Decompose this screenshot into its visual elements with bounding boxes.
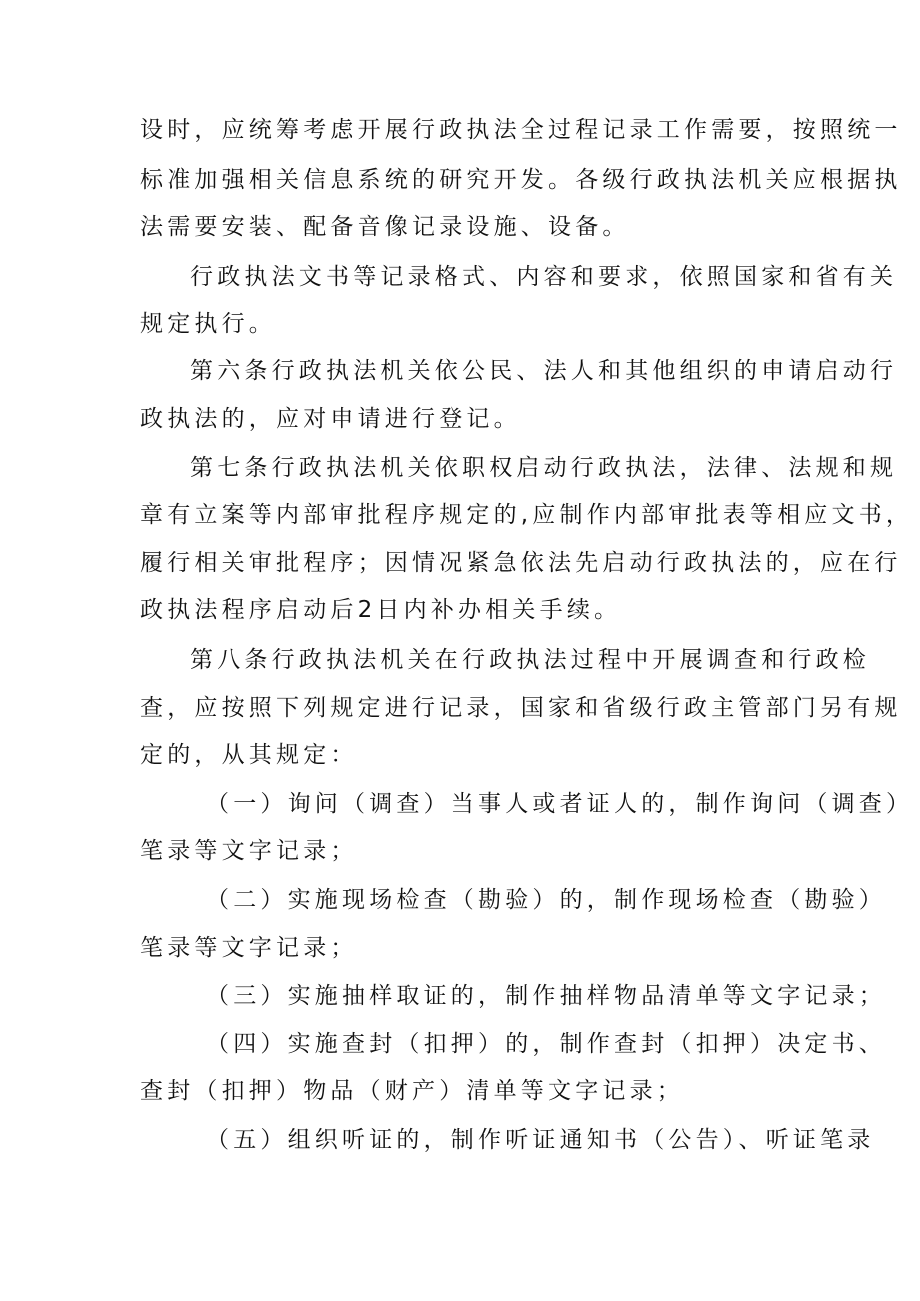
paragraph-line: 标准加强相关信息系统的研究开发。各级行政执法机关应根据执 xyxy=(140,167,902,193)
paragraph-line: 政执法的，应对申请进行登记。 xyxy=(140,406,521,432)
paragraph-line: 定的，从其规定： xyxy=(140,742,358,768)
paragraph-line: 查封（扣押）物品（财产）清单等文字记录； xyxy=(140,1078,684,1104)
paragraph-line: 查，应按照下列规定进行记录，国家和省级行政主管部门另有规 xyxy=(140,695,902,721)
article-8-heading-line: 第八条行政执法机关在行政执法过程中开展调查和行政检 xyxy=(190,647,870,673)
paragraph-line: 笔录等文字记录； xyxy=(140,838,358,864)
list-item-5-line: （五）组织听证的，制作听证通知书（公告）、听证笔录 xyxy=(206,1127,875,1153)
paragraph-line: 法需要安装、配备音像记录设施、设备。 xyxy=(140,214,630,240)
list-item-1-line: （一）询问（调查）当事人或者证人的，制作询问（调查） xyxy=(206,791,914,817)
paragraph-line: 规定执行。 xyxy=(140,311,276,337)
paragraph-line: 履行相关审批程序；因情况紧急依法先启动行政执法的，应在行 xyxy=(140,550,902,576)
article-6-heading-line: 第六条行政执法机关依公民、法人和其他组织的申请启动行 xyxy=(190,358,898,384)
article-7-heading-line: 第七条行政执法机关依职权启动行政执法，法律、法规和规 xyxy=(190,455,898,481)
paragraph-line: 设时，应统筹考虑开展行政执法全过程记录工作需要，按照统一 xyxy=(140,117,902,143)
paragraph-line: 章有立案等内部审批程序规定的,应制作内部审批表等相应文书， xyxy=(140,502,914,528)
paragraph-line: 政执法程序启动后2日内补办相关手续。 xyxy=(140,597,622,623)
list-item-2-line: （二）实施现场检查（勘验）的，制作现场检查（勘验） xyxy=(206,887,886,913)
paragraph-line: 行政执法文书等记录格式、内容和要求，依照国家和省有关 xyxy=(190,264,898,290)
list-item-4-line: （四）实施查封（扣押）的，制作查封（扣押）决定书、 xyxy=(206,1031,886,1057)
paragraph-line: 笔录等文字记录； xyxy=(140,935,358,961)
list-item-3-line: （三）实施抽样取证的，制作抽样物品清单等文字记录； xyxy=(206,983,886,1009)
